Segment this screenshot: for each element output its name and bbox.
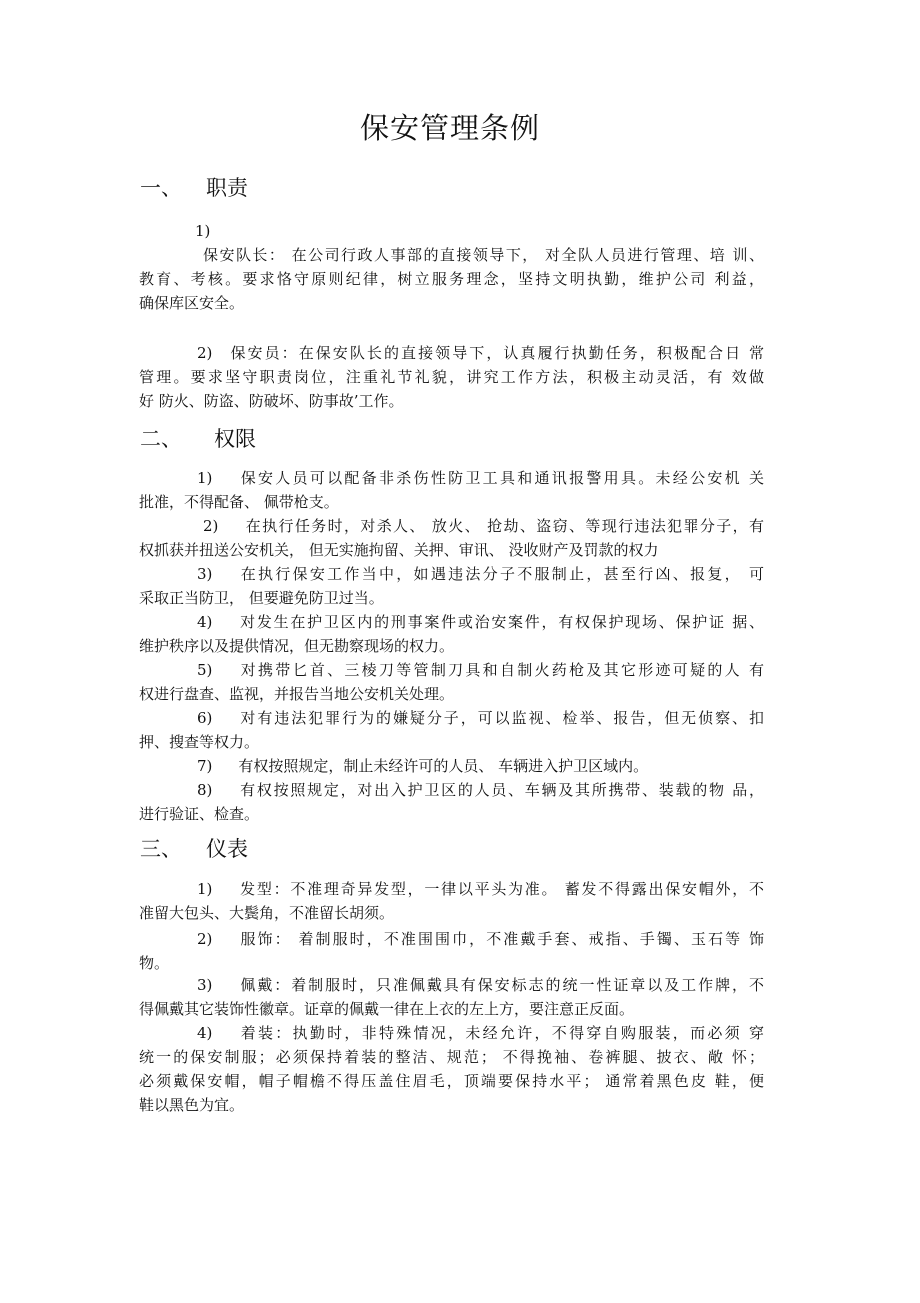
item-line: 好 防火、防盗、防破坏、防事故’工作。	[139, 392, 404, 410]
section-2-item-8	[139, 778, 764, 826]
item-text: 对发生在护卫区内的刑事案件或治安案件，有权保护现场、保护证 据、	[238, 613, 764, 631]
section-2-item-4	[139, 610, 764, 658]
item-line: 权抓获并扭送公安机关， 但无实施拘留、关押、审讯、 没收财产及罚款的权力	[139, 541, 659, 559]
item-line: 教育、考核。要求恪守原则纪律，树立服务理念，坚持文明执勤，维护公司 利益，	[139, 270, 764, 288]
item-line	[139, 973, 764, 997]
section-2-item-6	[139, 706, 764, 754]
item-line	[139, 706, 764, 730]
section-2-item-2	[139, 514, 764, 562]
item-line: 物。	[139, 954, 170, 972]
section-3-item-4	[139, 1021, 764, 1117]
item-line	[139, 1021, 764, 1045]
item-text: 有权按照规定，制止未经许可的人员、 车辆进入护卫区域内。	[238, 757, 649, 775]
item-line	[139, 658, 764, 682]
section-2-item-3	[139, 562, 764, 610]
item-text: 发型：不准理奇异发型，一律以平头为准。 蓄发不得露出保安帽外，不	[238, 880, 764, 898]
item-line: 进行验证、检查。	[139, 805, 260, 823]
item-line: 押、搜查等权力。	[139, 733, 260, 751]
section-3-item-1	[139, 877, 764, 925]
item-text: 在执行任务时，对杀人、 放火、 抢劫、盗窃、等现行违法犯罪分子，有	[244, 517, 764, 535]
section-2-item-1	[139, 466, 764, 514]
item-label: 1)	[195, 222, 211, 240]
item-line	[139, 466, 764, 490]
item-label: 1)	[197, 880, 213, 898]
section-number: 二、	[140, 427, 182, 451]
section-heading-3	[140, 834, 248, 864]
item-text: 着装：执勤时，非特殊情况，未经允许，不得穿自购服装，而必须 穿	[238, 1024, 764, 1042]
section-title: 权限	[214, 427, 256, 451]
item-text: 对携带匕首、三棱刀等管制刀具和自制火药枪及其它形迹可疑的人 有	[238, 661, 764, 679]
document-title: 保安管理条例	[359, 111, 540, 145]
section-heading-1	[140, 173, 248, 203]
item-line	[139, 562, 764, 586]
item-label: 6)	[197, 709, 213, 727]
section-3-item-3	[139, 973, 764, 1021]
section-1-item-2	[139, 341, 764, 413]
item-line: 批准，不得配备、 佩带枪支。	[139, 493, 339, 511]
item-line: 必须戴保安帽，帽子帽檐不得压盖住眉毛，顶端要保持水平； 通常着黑色皮 鞋，便	[139, 1072, 764, 1090]
item-text: 佩戴：着制服时，只准佩戴具有保安标志的统一性证章以及工作牌，不	[238, 976, 764, 994]
item-line	[139, 341, 764, 365]
item-line	[139, 754, 764, 778]
item-line: 统一的保安制服；必须保持着装的整洁、规范； 不得挽袖、卷裤腿、披衣、敞 怀；	[139, 1048, 764, 1066]
section-1-item-1	[139, 219, 764, 315]
item-line: 权进行盘查、监视，并报告当地公安机关处理。	[139, 685, 455, 703]
item-line: 管理。要求坚守职责岗位，注重礼节礼貌，讲究工作方法，积极主动灵活，有 效做	[139, 368, 764, 386]
section-2-item-7	[139, 754, 764, 778]
item-label: 4)	[197, 613, 213, 631]
section-title: 职责	[206, 176, 248, 200]
item-line: 确保库区安全。	[139, 294, 245, 312]
item-label: 5)	[197, 661, 213, 679]
item-text: 服饰： 着制服时，不准围围巾，不准戴手套、戒指、手镯、玉石等 饰	[238, 930, 764, 948]
item-line	[139, 877, 764, 901]
item-text: 在执行保安工作当中，如遇违法分子不服制止，甚至行凶、报复， 可	[238, 565, 764, 583]
item-label: 1)	[197, 469, 213, 487]
item-label: 7)	[197, 757, 213, 775]
section-title: 仪表	[206, 837, 248, 861]
section-2-item-5	[139, 658, 764, 706]
item-text: 保安员：在保安队长的直接领导下，认真履行执勤任务，积极配合日 常	[228, 344, 764, 362]
item-line: 得佩戴其它装饰性徽章。证章的佩戴一律在上衣的左上方，要注意正反面。	[139, 1000, 635, 1018]
item-line	[139, 778, 764, 802]
section-number: 一、	[140, 176, 182, 200]
section-3-item-2	[139, 927, 764, 975]
item-line: 维护秩序以及提供情况，但无勘察现场的权力。	[139, 637, 455, 655]
item-label: 2)	[197, 930, 213, 948]
item-line: 鞋以黑色为宜。	[139, 1096, 245, 1114]
item-line	[139, 514, 764, 538]
item-line	[139, 927, 764, 951]
item-label: 3)	[197, 565, 213, 583]
item-line: 采取正当防卫， 但要避免防卫过当。	[139, 589, 384, 607]
item-label: 2)	[197, 344, 213, 362]
section-number: 三、	[140, 837, 182, 861]
item-text: 对有违法犯罪行为的嫌疑分子，可以监视、检举、报告，但无侦察、扣	[238, 709, 764, 727]
item-line: 保安队长： 在公司行政人事部的直接领导下， 对全队人员进行管理、培 训、	[203, 246, 764, 264]
item-label: 2)	[203, 517, 219, 535]
item-label: 3)	[197, 976, 213, 994]
item-label: 4)	[197, 1024, 213, 1042]
section-heading-2	[140, 424, 256, 454]
item-text: 有权按照规定，对出入护卫区的人员、车辆及其所携带、装载的物 品，	[238, 781, 764, 799]
item-label: 8)	[197, 781, 213, 799]
item-text: 保安人员可以配备非杀伤性防卫工具和通讯报警用具。未经公安机 关	[238, 469, 764, 487]
item-line	[139, 610, 764, 634]
item-line: 准留大包头、大鬓角，不准留长胡须。	[139, 904, 395, 922]
